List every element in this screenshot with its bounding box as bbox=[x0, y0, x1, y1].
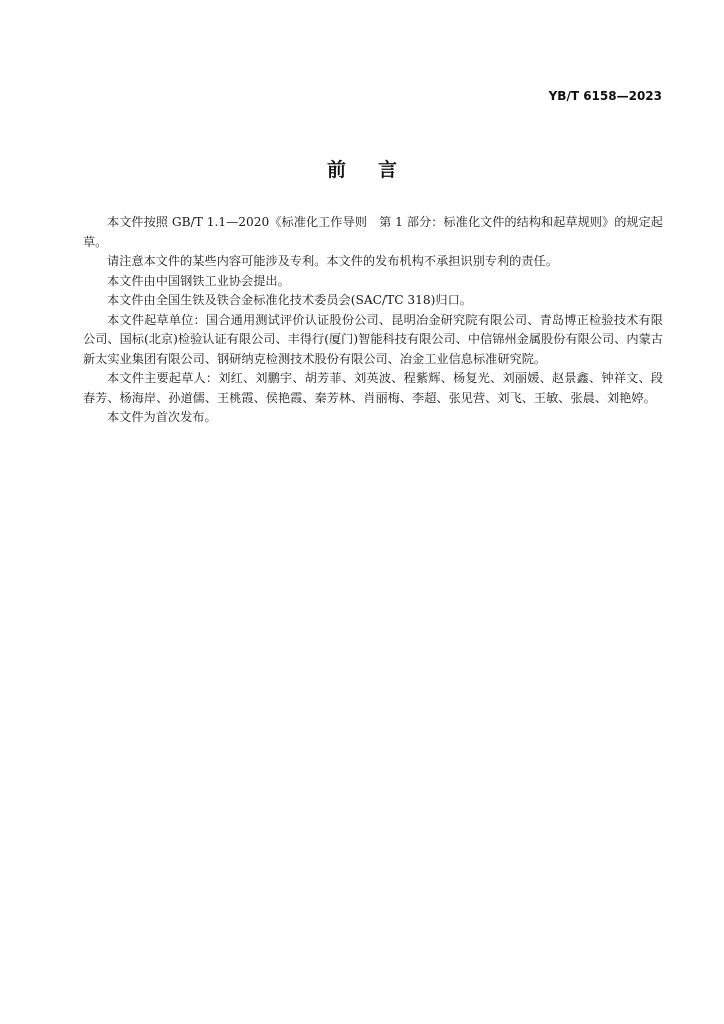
paragraph-drafting-units: 本文件起草单位：国合通用测试评价认证股份公司、昆明冶金研究院有限公司、青岛博正检验技术有限公司、国标(北京)检验认证有限公司、丰得行(厦门)智能科技有限公司、中信锦州金属股份有限公司、内蒙古新太实业集团有限公司、钢研纳克检测技术股份有限公司、冶金工业信息标准研究院。 bbox=[83, 312, 663, 366]
title-char-1: 前 bbox=[326, 159, 346, 181]
paragraph-first-release: 本文件为首次发布。 bbox=[107, 410, 217, 424]
paragraph-drafters: 本文件主要起草人：刘红、刘鹏宇、胡芳菲、刘英波、程紫辉、杨复光、刘丽媛、赵景鑫、钟祥文、段春芳、杨海岸、孙道儒、王桃霞、侯艳霞、秦芳林、肖丽梅、李超、张见营、刘飞、王敏、张晨、刘艳婷。 bbox=[83, 371, 663, 405]
paragraph-proposer: 本文件由中国钢铁工业协会提出。 bbox=[107, 273, 290, 288]
paragraph-patent-notice: 请注意本文件的某些内容可能涉及专利。本文件的发布机构不承担识别专利的责任。 bbox=[107, 254, 558, 268]
standard-code: YB/T 6158—2023 bbox=[548, 89, 662, 103]
paragraph-committee: 本文件由全国生铁及铁合金标准化技术委员会(SAC/TC 318)归口。 bbox=[107, 293, 472, 307]
page-title bbox=[0, 155, 724, 182]
paragraph-drafting-rules: 本文件按照 GB/T 1.1—2020《标准化工作导则 第 1 部分：标准化文件的结构和起草规则》的规定起草。 bbox=[83, 215, 663, 249]
title-char-2: 言 bbox=[378, 159, 398, 181]
foreword-body bbox=[83, 213, 663, 428]
